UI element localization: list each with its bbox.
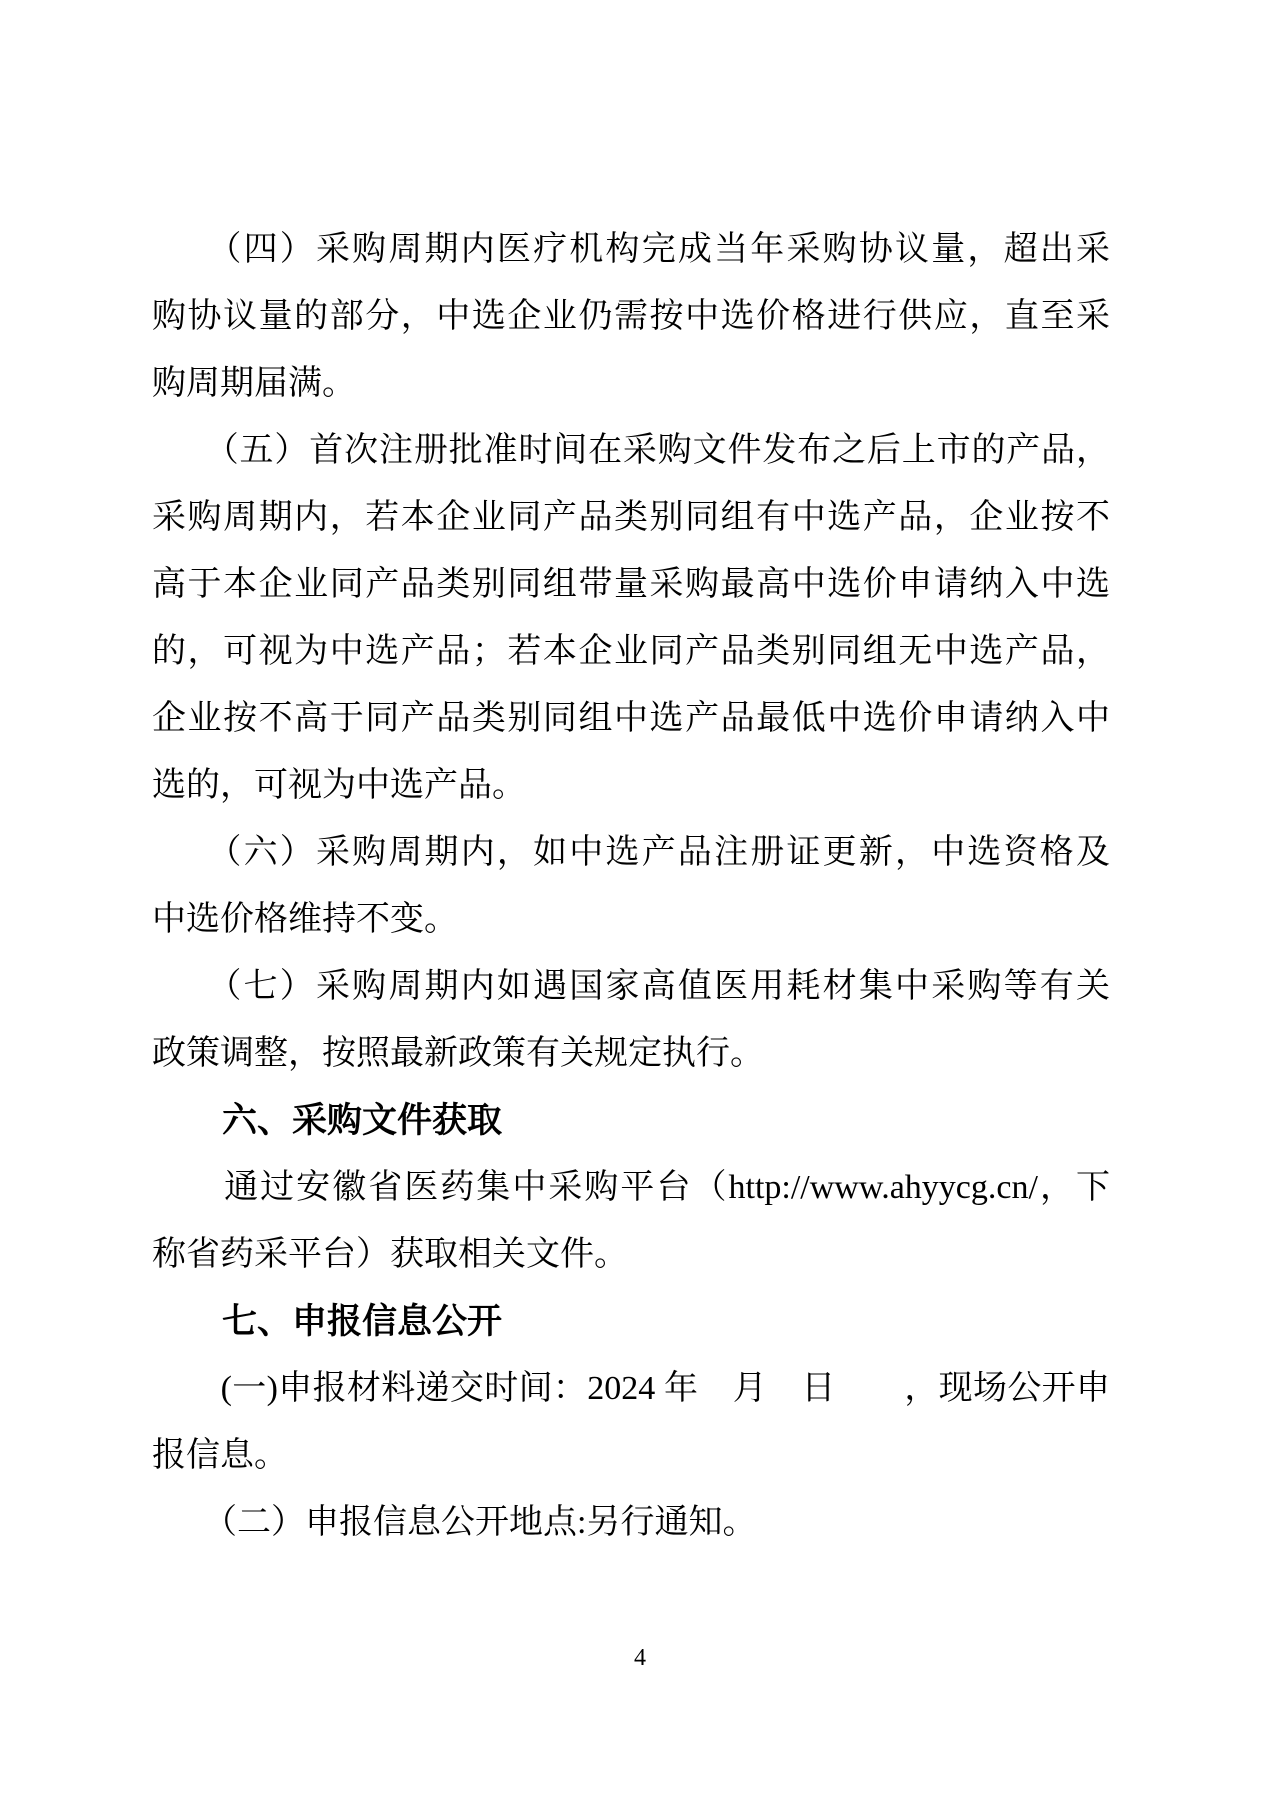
text-line: 高于本企业同产品类别同组带量采购最高中选价申请纳入中选 [152,566,1110,603]
text-line: 称省药采平台）获取相关文件。 [152,1236,628,1273]
text-line: 报信息。 [152,1437,288,1474]
text-line: 的，可视为中选产品；若本企业同产品类别同组无中选产品， [152,633,1110,670]
text-line: （六）采购周期内，如中选产品注册证更新，中选资格及 [152,834,1110,871]
text-line: 购周期届满。 [152,365,356,402]
text-line: (一)申报材料递交时间：2024 年 月 日 ，现场公开申 [152,1370,1110,1407]
text-line: 通过安徽省医药集中采购平台（http://www.ahyycg.cn/，下 [152,1169,1110,1206]
text-line: 购协议量的部分，中选企业仍需按中选价格进行供应，直至采 [152,298,1110,335]
text-line: 中选价格维持不变。 [152,901,458,938]
section-heading-6: 六、采购文件获取 [152,1101,503,1140]
text-line: 选的，可视为中选产品。 [152,767,526,804]
text-line: 采购周期内，若本企业同产品类别同组有中选产品，企业按不 [152,499,1110,536]
section-heading-7: 七、申报信息公开 [152,1302,503,1341]
text-line: 企业按不高于同产品类别同组中选产品最低中选价申请纳入中 [152,700,1110,737]
text-line: （四）采购周期内医疗机构完成当年采购协议量，超出采 [152,231,1110,268]
text-line: （二）申报信息公开地点:另行通知。 [152,1504,757,1541]
page-number: 4 [634,1645,646,1671]
document-body [152,216,1110,1556]
text-line: （七）采购周期内如遇国家高值医用耗材集中采购等有关 [152,968,1110,1005]
text-line: （五）首次注册批准时间在采购文件发布之后上市的产品， [152,432,1110,469]
text-line: 政策调整，按照最新政策有关规定执行。 [152,1035,764,1072]
